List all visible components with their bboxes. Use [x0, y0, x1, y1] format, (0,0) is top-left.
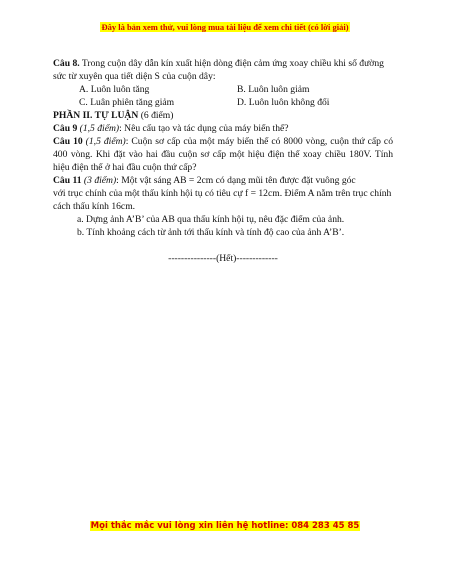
question-8 [53, 57, 393, 83]
part-2-title: PHẦN II. TỰ LUẬN [53, 110, 139, 121]
question-9-text: : Nêu cấu tạo và tác dụng của máy biến thế? [119, 123, 289, 134]
preview-notice-text: Đây là bản xem thử, vui lòng mua tài liệu để xem chi tiết (có lời giải) [101, 22, 349, 32]
option-b: B. Luôn luôn giảm [237, 84, 310, 95]
question-9-points: (1,5 điểm) [77, 123, 120, 134]
end-marker: ---------------(Hết)------------- [168, 253, 278, 264]
question-11-label: Câu 11 [53, 175, 82, 186]
question-11-continued: với trục chính của một thấu kính hội tụ có tiêu cự f = 12cm. Điểm A nằm trên trục chính cách thấu kính 16cm. [53, 188, 392, 212]
exam-content [53, 57, 393, 265]
question-11-part-b: b. Tính khoảng cách từ ảnh tới thấu kính và tính độ cao của ảnh A’B’. [77, 227, 345, 238]
question-9 [53, 122, 393, 135]
question-11-points: (3 điểm) [81, 175, 117, 186]
option-c: C. Luân phiên tăng giảm [79, 97, 175, 108]
question-11-text-1: : Một vật sáng AB = 2cm có dạng mũi tên được đặt vuông góc [116, 175, 356, 186]
question-8-label: Câu 8. [53, 58, 80, 69]
question-10-text: : Cuộn sơ cấp của một máy biến thế có 8000 vòng, cuộn thứ cấp có 400 vòng. Khi đặt vào hai đầu cuộn sơ cấp một hiệu điện thế xoay chiều 180V. Tính hiệu điện thế ở hai đầu cuộn thứ cấp? [53, 136, 393, 173]
part-2-points: (6 điểm) [138, 110, 174, 121]
preview-notice-banner [0, 22, 450, 32]
question-11-part-a: a. Dựng ảnh A’B’ của AB qua thấu kính hội tụ, nêu đặc điểm của ảnh. [77, 214, 345, 225]
option-d: D. Luôn luôn không đổi [237, 97, 330, 108]
question-10 [53, 135, 393, 174]
question-11 [53, 174, 393, 187]
option-a: A. Luôn luôn tăng [79, 84, 150, 95]
question-8-text: Trong cuộn dây dẫn kín xuất hiện dòng điện cảm ứng xoay chiều khi số đường sức từ xuyên qua tiết diện S của cuộn dây: [53, 58, 384, 82]
question-8-options [53, 83, 393, 109]
question-10-label: Câu 10 [53, 136, 83, 147]
part-2-heading [53, 109, 393, 122]
question-10-points: (1,5 điểm) [82, 136, 126, 147]
hotline-text: Mọi thắc mắc vui lòng xin liên hệ hotline: 084 283 45 85 [90, 521, 360, 531]
question-9-label: Câu 9 [53, 123, 78, 134]
hotline-footer [0, 521, 450, 531]
